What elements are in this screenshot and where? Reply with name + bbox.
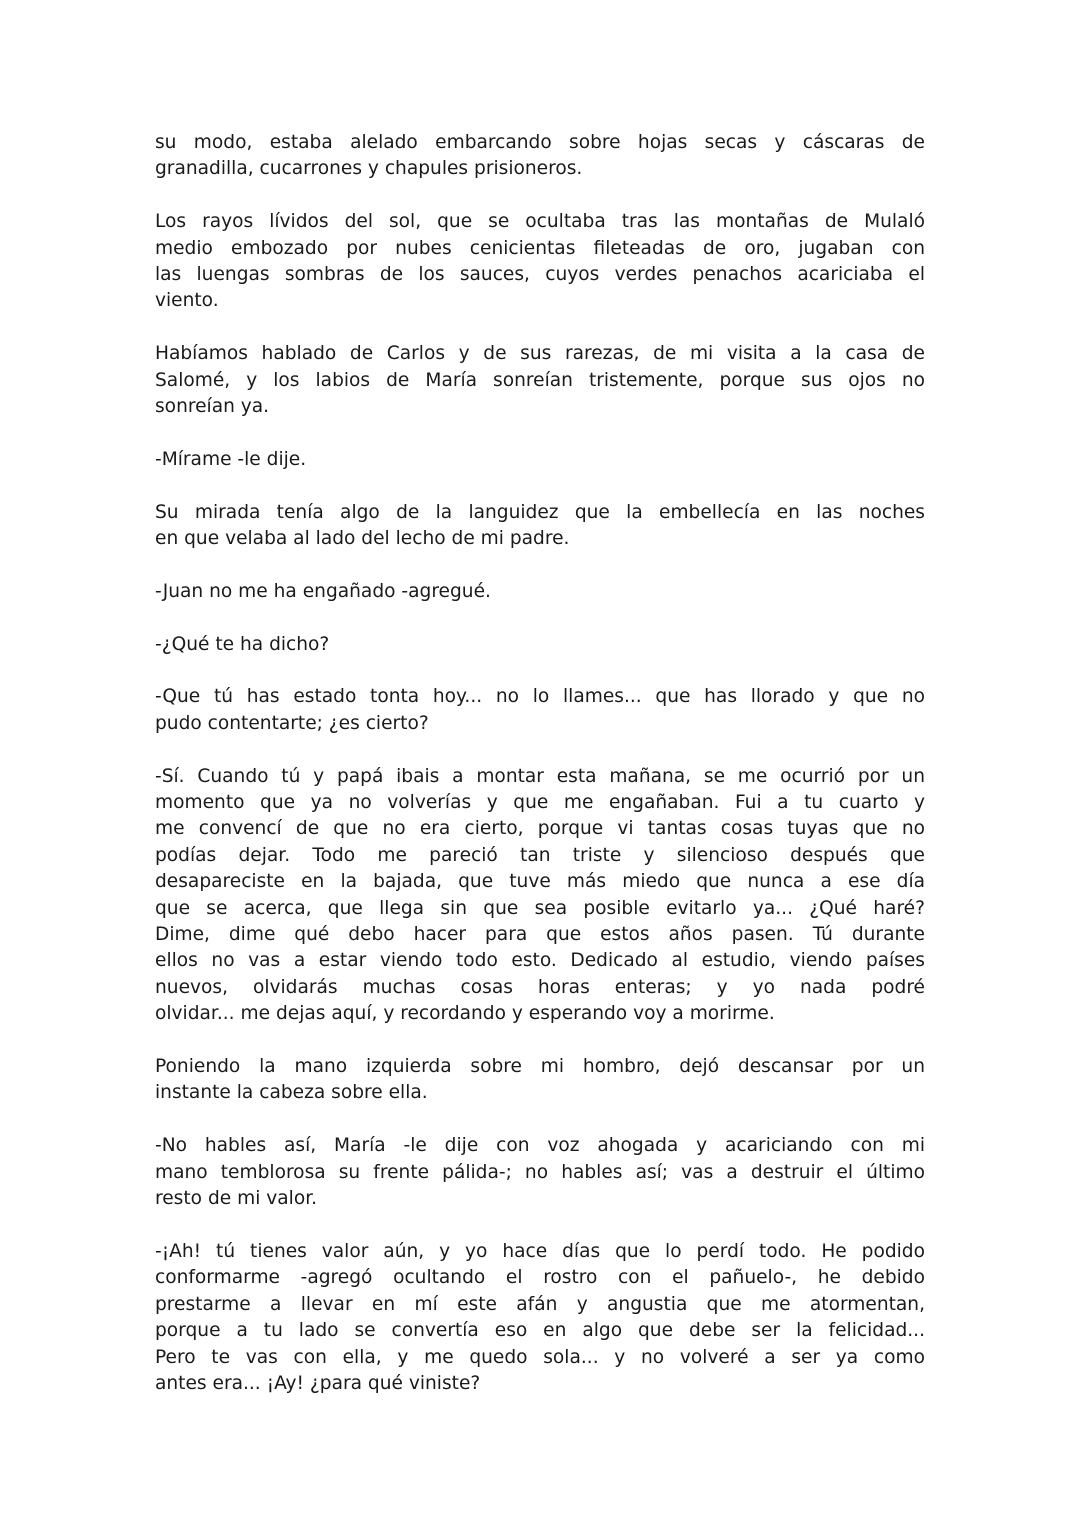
text-line: resto de mi valor. (155, 1188, 318, 1210)
text-line: Pero te vas con ella, y me quedo sola... y no volveré a ser ya como (155, 1346, 925, 1368)
text-line: Dime, dime qué debo hacer para que estos años pasen. Tú durante (155, 924, 925, 946)
text-line: podías dejar. Todo me pareció tan triste y silencioso después que (155, 844, 925, 866)
text-line: conformarme -agregó ocultando el rostro con el pañuelo-, he debido (155, 1267, 925, 1289)
paragraph (155, 684, 925, 737)
text-line: granadilla, cucarrones y chapules prisioneros. (155, 158, 583, 180)
text-line: sonreían ya. (155, 396, 270, 418)
paragraph (155, 209, 925, 315)
text-line: -Juan no me ha engañado -agregué. (155, 580, 491, 602)
paragraph (155, 579, 925, 605)
text-line: viento. (155, 290, 219, 312)
text-line: Habíamos hablado de Carlos y de sus rarezas, de mi visita a la casa de (155, 343, 925, 365)
paragraph (155, 764, 925, 1028)
text-line: -Que tú has estado tonta hoy... no lo llames... que has llorado y que no (155, 686, 925, 708)
text-line: las luengas sombras de los sauces, cuyos verdes penachos acariciaba el (155, 264, 925, 286)
text-line: pudo contentarte; ¿es cierto? (155, 712, 429, 734)
text-line: -No hables así, María -le dije con voz ahogada y acariciando con mi (155, 1135, 925, 1157)
text-line: Los rayos lívidos del sol, que se ocultaba tras las montañas de Mulaló (155, 211, 925, 233)
text-line: desapareciste en la bajada, que tuve más miedo que nunca a ese día (155, 871, 925, 893)
text-line: que se acerca, que llega sin que sea posible evitarlo ya... ¿Qué haré? (155, 897, 925, 919)
paragraph (155, 447, 925, 473)
text-line: -Sí. Cuando tú y papá ibais a montar esta mañana, se me ocurrió por un (155, 765, 925, 787)
text-line: Salomé, y los labios de María sonreían tristemente, porque sus ojos no (155, 369, 925, 391)
paragraph (155, 632, 925, 658)
paragraph (155, 500, 925, 553)
text-line: nuevos, olvidarás muchas cosas horas enteras; y yo nada podré (155, 976, 925, 998)
text-line: -¡Ah! tú tienes valor aún, y yo hace días que lo perdí todo. He podido (155, 1240, 925, 1262)
text-line: instante la cabeza sobre ella. (155, 1082, 428, 1104)
text-line: en que velaba al lado del lecho de mi padre. (155, 528, 570, 550)
text-line: su modo, estaba alelado embarcando sobre hojas secas y cáscaras de (155, 132, 925, 153)
paragraph (155, 1133, 925, 1212)
text-line: antes era... ¡Ay! ¿para qué viniste? (155, 1372, 481, 1394)
text-line: ellos no vas a estar viendo todo esto. Dedicado al estudio, viendo países (155, 950, 925, 972)
text-line: Poniendo la mano izquierda sobre mi hombro, dejó descansar por un (155, 1056, 925, 1078)
text-line: me convencí de que no era cierto, porque vi tantas cosas tuyas que no (155, 818, 925, 840)
text-line: olvidar... me dejas aquí, y recordando y esperando voy a morirme. (155, 1003, 775, 1025)
document-page (155, 130, 925, 1424)
text-line: -Mírame -le dije. (155, 448, 307, 470)
text-line: prestarme a llevar en mí este afán y angustia que me atormentan, (155, 1293, 925, 1315)
text-line: -¿Qué te ha dicho? (155, 633, 330, 655)
text-line: porque a tu lado se convertía eso en algo que debe ser la felicidad... (155, 1320, 925, 1342)
text-line: Su mirada tenía algo de la languidez que la embellecía en las noches (155, 501, 925, 523)
text-line: medio embozado por nubes cenicientas fileteadas de oro, jugaban con (155, 237, 925, 259)
paragraph (155, 1054, 925, 1107)
text-line: momento que ya no volverías y que me engañaban. Fui a tu cuarto y (155, 792, 925, 814)
paragraph (155, 341, 925, 420)
paragraph (155, 130, 925, 183)
paragraph (155, 1239, 925, 1397)
text-line: mano temblorosa su frente pálida-; no hables así; vas a destruir el último (155, 1161, 925, 1183)
